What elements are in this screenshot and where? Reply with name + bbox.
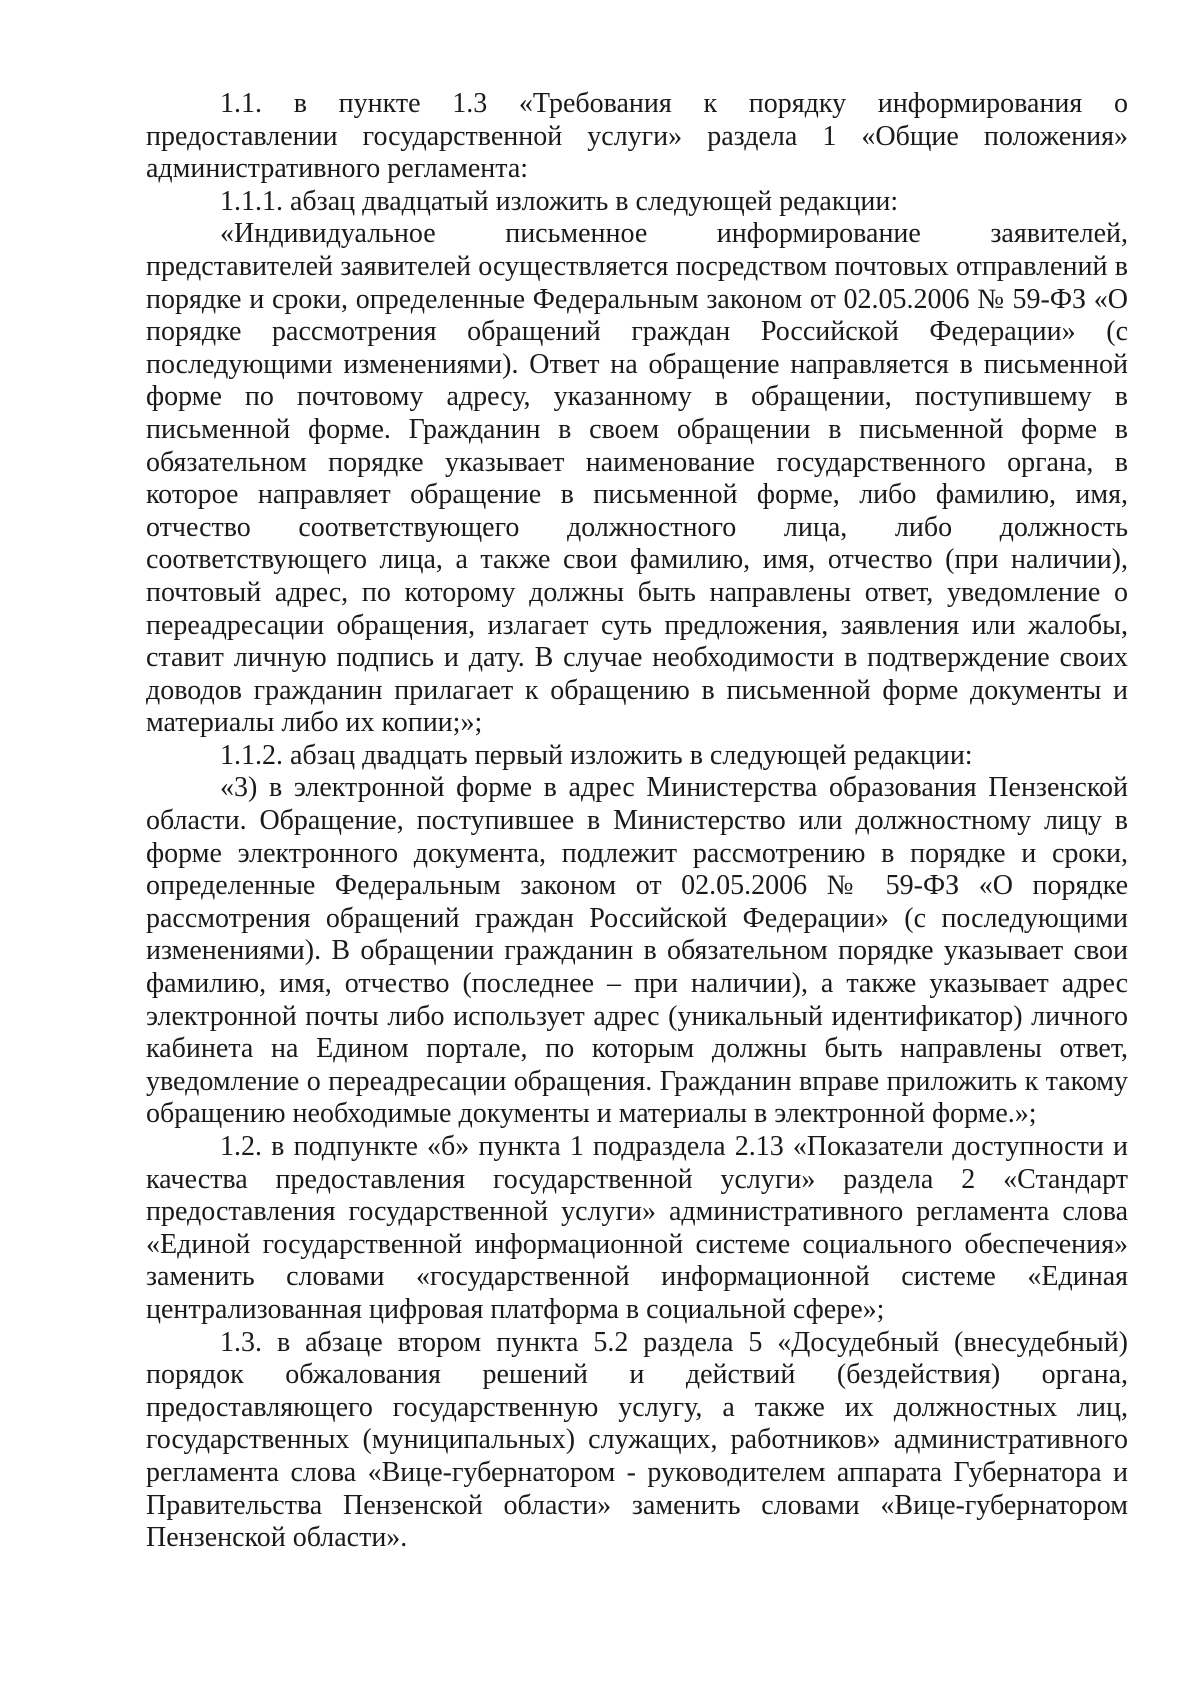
paragraph-quote-electronic-form: «3) в электронной форме в адрес Министерства образования Пензенской области. Обращение, поступившее в Министерство или должностному лицу в форме электронного документа, подлежит рассмотрению в порядке и сроки, определенные Федеральным законом от 02.05.2006 № 59-ФЗ «О порядке рассмотрения обращений граждан Российской Федерации» (с последующими изменениями). В обращении гражданин в обязательном порядке указывает свои фамилию, имя, отчество (последнее – при наличии), а также указывает адрес электронной почты либо использует адрес (уникальный идентификатор) личного кабинета на Едином портале, по которым должны быть направлены ответ, уведомление о переадресации обращения. Гражданин вправе приложить к такому обращению необходимые документы и материалы в электронной форме.»; xyxy=(146,772,1128,1130)
paragraph-1-1-2: 1.1.2. абзац двадцать первый изложить в следующей редакции: xyxy=(220,739,973,771)
paragraph-quote-individual-informing: «Индивидуальное письменное информирование заявителей, представителей заявителей осуществляется посредством почтовых отправлений в порядке и сроки, определенные Федеральным законом от 02.05.2006 № 59-ФЗ «О порядке рассмотрения обращений граждан Российской Федерации» (с последующими изменениями). Ответ на обращение направляется в письменной форме по почтовому адресу, указанному в обращении, поступившему в письменной форме. Гражданин в своем обращении в письменной форме в обязательном порядке указывает наименование государственного органа, в которое направляет обращение в письменной форме, либо фамилию, имя, отчество соответствующего должностного лица, либо должность соответствующего лица, а также свои фамилию, имя, отчество (при наличии), почтовый адрес, по которому должны быть направлены ответ, уведомление о переадресации обращения, излагает суть предложения, заявления или жалобы, ставит личную подпись и дату. В случае необходимости в подтверждение своих доводов гражданин прилагает к обращению в письменной форме документы и материалы либо их копии;»; xyxy=(146,218,1128,739)
paragraph-1-2: 1.2. в подпункте «б» пункта 1 подраздела 2.13 «Показатели доступности и качества предоставления государственной услуги» раздела 2 «Стандарт предоставления государственной услуги» административного регламента слова «Единой государственной информационной системе социального обеспечения» заменить словами «государственной информационной системе «Единая централизованная цифровая платформа в социальной сфере»; xyxy=(146,1131,1128,1325)
document-page xyxy=(146,88,1128,1555)
paragraph-1-1: 1.1. в пункте 1.3 «Требования к порядку информирования о предоставлении государственной услуги» раздела 1 «Общие положения» административного регламента: xyxy=(146,88,1128,185)
paragraph-1-1-1: 1.1.1. абзац двадцатый изложить в следующей редакции: xyxy=(220,185,899,217)
paragraph-1-3: 1.3. в абзаце втором пункта 5.2 раздела 5 «Досудебный (внесудебный) порядок обжалования решений и действий (бездействия) органа, предоставляющего государственную услугу, а также их должностных лиц, государственных (муниципальных) служащих, работников» административного регламента слова «Вице-губернатором - руководителем аппарата Губернатора и Правительства Пензенской области» заменить словами «Вице-губернатором Пензенской области». xyxy=(146,1326,1128,1554)
